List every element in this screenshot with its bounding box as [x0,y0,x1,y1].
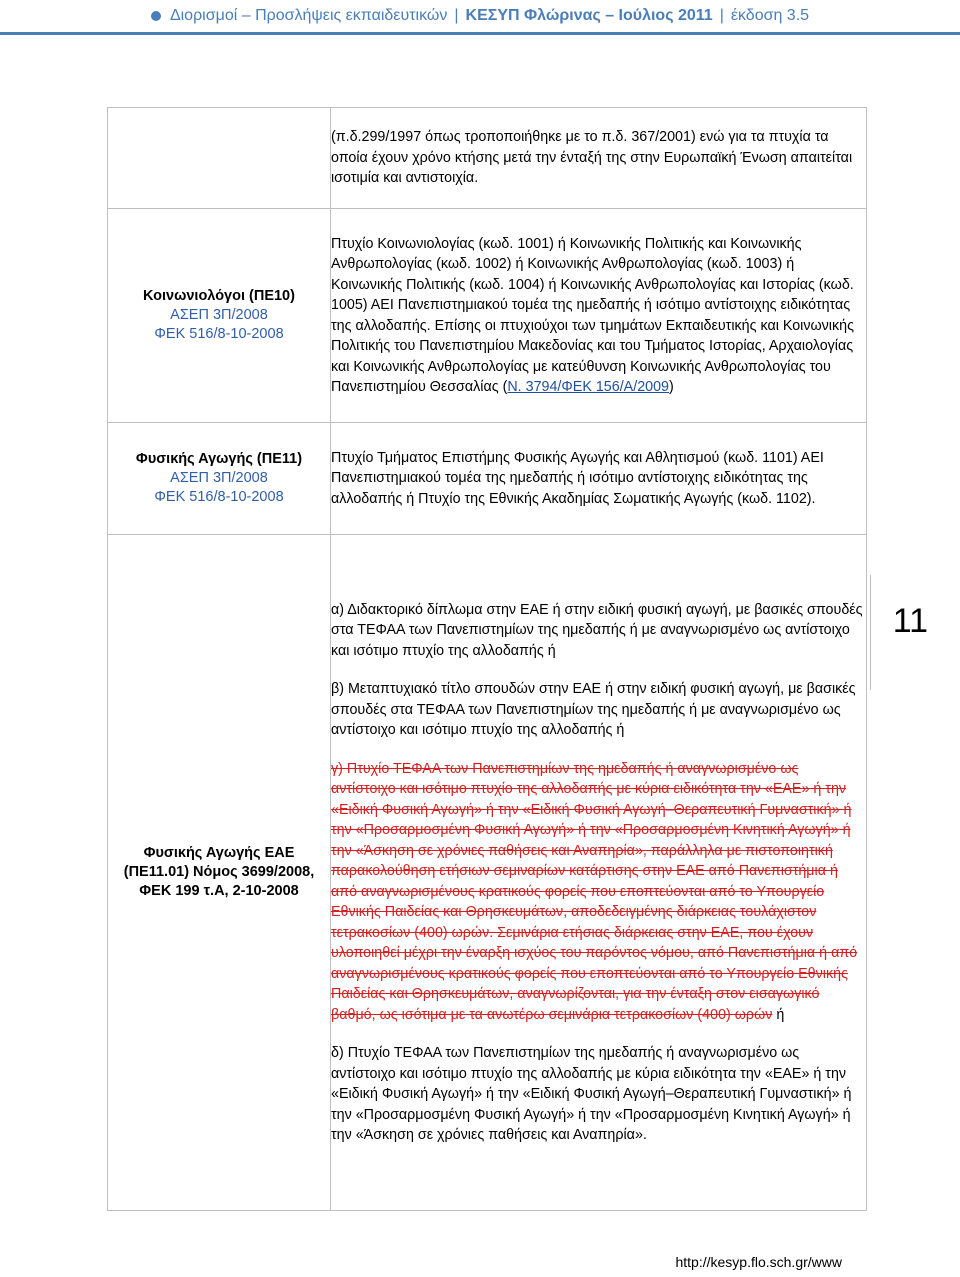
table-row [108,209,867,423]
header-separator: | [454,7,459,24]
requirements-para-d: δ) Πτυχίο ΤΕΦΑΑ των Πανεπιστημίων της ημεδαπής ή αναγνωρισμένο ως αντίστοιχο και ισότιμο πτυχίο της αλλοδαπής με κύρια ειδικότητα την «ΕΑΕ» ή την «Ειδική Φυσική Αγωγή» ή την «Ειδική Φυσική Αγωγή–Θεραπευτική Γυμναστική» ή την «Προσαρμοσμένη Φυσική Αγωγή» ή την «Προσαρμοσμένη Κινητική Αγωγή» ή την «Άσκηση σε χρόνιες παθήσεις και Αναπηρία». [331,1045,852,1143]
specialty-fek: ΦΕΚ 516/8-10-2008 [154,489,284,505]
table-row [108,535,867,1211]
requirements-cell [331,209,867,423]
struck-text: γ) Πτυχίο ΤΕΦΑΑ των Πανεπιστημίων της ημεδαπής ή αναγνωρισμένο ως αντίστοιχο και ισότιμο πτυχίο της αλλοδαπής με κύρια ειδικότητα την «ΕΑΕ» ή την «Ειδική Φυσική Αγωγή» ή την «Ειδική Φυσική Αγωγή–Θεραπευτική Γυμναστική» ή την «Προσαρμοσμένη Φυσική Αγωγή» ή την «Προσαρμοσμένη Κινητική Αγωγή» ή την «Άσκηση σε χρόνιες παθήσεις και Αναπηρία», παράλληλα με πιστοποιητική παρακολούθηση ετήσιων σεμιναρίων κατάρτισης στην ΕΑΕ από Πανεπιστήμια ή από αναγνωρισμένους κρατικούς φορείς που εποπτεύονται από το Υπουργείο Εθνικής Παιδείας και Θρησκευμάτων, αποδεδειγμένης διάρκειας τουλάχιστον τετρακοσίων (400) ωρών. Σεμινάρια ετήσιας διάρκειας στην ΕΑΕ, που έχουν υλοποιηθεί μέχρι την έναρξη ισχύος του παρόντος νόμου, από Πανεπιστήμια ή από αναγνωρισμένους κρατικούς φορείς που εποπτεύονται από το Υπουργείο Εθνικής Παιδείας και Θρησκευμάτων, αναγνωρίζονται, για την ένταξη στον εισαγωγικό βαθμό, ως ισότιμα με τα ανωτέρω σεμινάρια τετρακοσίων (400) ωρών [331,760,858,1023]
requirements-cell [331,108,867,209]
requirements-cell [331,535,867,1211]
specialty-title: Φυσικής Αγωγής ΕΑΕ [143,845,295,861]
bullet-icon [151,11,161,21]
requirements-text-main: Πτυχίο Κοινωνιολογίας (κωδ. 1001) ή Κοινωνικής Πολιτικής και Κοινωνικής Ανθρωπολογίας (κωδ. 1002) ή Κοινωνικής Ανθρωπολογίας (κωδ. 1003) ή Κοινωνικής Πολιτικής (κωδ. 1004) ή Κοινωνικής Ανθρωπολογίας και Ιστορίας (κωδ. 1005) ΑΕΙ Πανεπιστημιακού τομέα της ημεδαπής ή ισότιμο αντίστοιχης ειδικότητας της αλλοδαπής. Επίσης οι πτυχιούχοι των τμημάτων Εκπαιδευτικής και Κοινωνικής Πολιτικής του Πανεπιστημίου Μακεδονίας και του Τμήματος Ιστορίας, Αρχαιολογίας και Κοινωνικής Ανθρωπολογίας με κατεύθυνση Κοινωνικής Ανθρωπολογίας του Πανεπιστημίου Θεσσαλίας ( [331,235,854,395]
specialty-fek: ΦΕΚ 516/8-10-2008 [154,326,284,342]
specialty-law: ΑΣΕΠ 3Π/2008 [170,307,268,323]
header-title: Διορισμοί – Προσλήψεις εκπαιδευτικών [169,7,448,24]
law-link[interactable]: Ν. 3794/ΦΕΚ 156/Α/2009 [507,379,669,395]
page-number-divider [870,575,871,690]
requirements-cell [331,423,867,535]
header-version: έκδοση 3.5 [730,7,810,24]
specialty-law: ΑΣΕΠ 3Π/2008 [170,470,268,486]
page-number: 11 [892,602,928,640]
requirements-text: (π.δ.299/1997 όπως τροποποιήθηκε με το π.δ. 367/2001) ενώ για τα πτυχία τα οποία έχουν χρόνο κτήσης μετά την ένταξή της στην Ευρωπαϊκή Ένωση απαιτείται ισοτιμία και αντιστοιχία. [331,129,853,187]
header-rule [0,32,960,35]
table-row [108,423,867,535]
specialty-title: Κοινωνιολόγοι (ΠΕ10) [143,288,295,304]
header-separator: | [719,7,724,24]
requirements-para-b: β) Μεταπτυχιακό τίτλο σπουδών στην ΕΑΕ ή στην ειδική φυσική αγωγή, με βασικές σπουδές στα ΤΕΦΑΑ των Πανεπιστημίων της ημεδαπής ή με αναγνωρισμένο ως αντίστοιχο και ισότιμο πτυχίο της αλλοδαπής ή [331,681,856,738]
specialty-cell [108,423,331,535]
requirements-text: Πτυχίο Τμήματος Επιστήμης Φυσικής Αγωγής και Αθλητισμού (κωδ. 1101) ΑΕΙ Πανεπιστημιακού τομέα της ημεδαπής ή ισότιμο αντίστοιχης ειδικότητας της αλλοδαπής ή Πτυχίο της Εθνικής Ακαδημίας Σωματικής Αγωγής (κωδ. 1102). [331,449,824,507]
requirements-text [331,234,866,398]
requirements-para-c-tail: ή [772,1006,785,1023]
specialty-cell [108,209,331,423]
header-org: ΚΕΣΥΠ Φλώρινας – Ιούλιος 2011 [465,7,713,24]
specialty-cell [108,108,331,209]
specialty-cell [108,535,331,1211]
qualifications-table [107,107,867,1211]
specialty-title: ΦΕΚ 199 τ.Α, 2-10-2008 [139,883,299,899]
requirements-text-tail: ) [669,379,674,395]
footer-url: http://kesyp.flo.sch.gr/www [675,1254,842,1270]
requirements-para-a: α) Διδακτορικό δίπλωμα στην ΕΑΕ ή στην ειδική φυσική αγωγή, με βασικές σπουδές στα ΤΕΦΑΑ των Πανεπιστημίων της ημεδαπής ή με αναγνωρισμένο ως αντίστοιχο και ισότιμο πτυχίο της αλλοδαπής ή [331,601,863,659]
specialty-title: Φυσικής Αγωγής (ΠΕ11) [135,451,303,467]
requirements-para-c [331,759,866,1026]
specialty-title: (ΠΕ11.01) Νόμος 3699/2008, [123,864,315,880]
page-header [0,0,960,32]
table-row [108,108,867,209]
